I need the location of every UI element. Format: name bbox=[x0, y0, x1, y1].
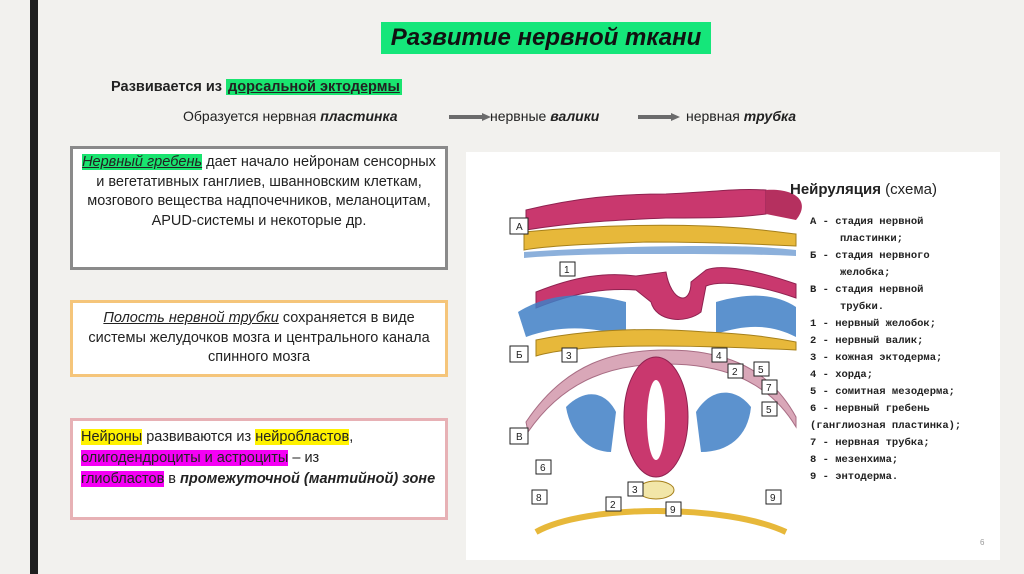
diagram-number-label bbox=[762, 380, 777, 394]
diagram-number-label bbox=[560, 262, 575, 276]
legend-line: 7 - нервная трубка; bbox=[810, 437, 930, 449]
flow-step-3: нервная трубка bbox=[686, 108, 797, 124]
diagram-number-label bbox=[536, 460, 551, 474]
cavity-underlined: Полость нервной трубки bbox=[103, 310, 279, 326]
svg-text:3: 3 bbox=[566, 351, 572, 362]
neural-crest-highlight: Нервный гребень bbox=[82, 154, 203, 170]
figure-title-rest: (схема) bbox=[880, 181, 937, 198]
legend-line: 4 - хорда; bbox=[810, 369, 874, 381]
svg-text:1: 1 bbox=[564, 265, 570, 276]
legend-line: трубки. bbox=[840, 301, 885, 313]
mantle-zone-text: промежуточной (мантийной) зоне bbox=[180, 471, 436, 487]
svg-text:5: 5 bbox=[766, 405, 772, 416]
svg-text:5: 5 bbox=[758, 365, 764, 376]
page-number: 6 bbox=[980, 538, 985, 547]
neurons-text-2: , bbox=[349, 429, 354, 445]
glioblasts-highlight: глиобластов bbox=[81, 471, 165, 487]
left-accent-stripe bbox=[30, 0, 38, 574]
svg-text:6: 6 bbox=[540, 463, 546, 474]
diagram-number-label bbox=[728, 364, 743, 378]
legend-line: А - стадия нервной bbox=[810, 216, 924, 228]
flow-arrow-icon bbox=[638, 113, 680, 121]
svg-text:2: 2 bbox=[732, 367, 738, 378]
legend-line: 2 - нервный валик; bbox=[810, 335, 924, 347]
subtitle-highlight: дорсальной эктодермы bbox=[228, 79, 400, 95]
svg-text:7: 7 bbox=[766, 383, 772, 394]
svg-text:3: 3 bbox=[632, 485, 638, 496]
neuroblasts-highlight: нейробластов bbox=[255, 429, 350, 445]
figure-legend bbox=[810, 214, 1010, 486]
diagram-number-label bbox=[712, 348, 727, 362]
legend-line: желобка; bbox=[840, 267, 891, 279]
legend-line: 6 - нервный гребень bbox=[810, 403, 930, 415]
subtitle bbox=[111, 79, 402, 95]
diagram-number-label bbox=[762, 402, 777, 416]
legend-line: 1 - нервный желобок; bbox=[810, 318, 937, 330]
neural-crest-box bbox=[70, 146, 448, 270]
legend-line: 3 - кожная эктодерма; bbox=[810, 352, 943, 364]
flow-arrow-icon bbox=[449, 113, 491, 121]
glia-highlight: олигодендроциты и астроциты bbox=[81, 450, 289, 466]
neurons-text-3: – из bbox=[288, 450, 320, 466]
neural-tube-cavity-box bbox=[70, 300, 448, 377]
diagram-number-label bbox=[766, 490, 781, 504]
label-B: Б bbox=[516, 350, 523, 361]
figure-title-bold: Нейруляция bbox=[790, 181, 881, 198]
diagram-number-label bbox=[532, 490, 547, 504]
neurons-text-1: развиваются из bbox=[142, 429, 256, 445]
neurons-highlight: Нейроны bbox=[81, 429, 143, 445]
diagram-number-label bbox=[754, 362, 769, 376]
left-margin bbox=[0, 0, 34, 574]
svg-text:8: 8 bbox=[536, 493, 542, 504]
flow-step-1: Образуется нервная пластинка bbox=[183, 108, 398, 124]
svg-text:9: 9 bbox=[670, 505, 676, 516]
neurons-origin-box bbox=[70, 418, 448, 520]
neurons-text-4: в bbox=[164, 471, 181, 487]
legend-line: В - стадия нервной bbox=[810, 284, 924, 296]
diagram-number-label bbox=[562, 348, 577, 362]
legend-line: 8 - мезенхима; bbox=[810, 454, 899, 466]
svg-text:9: 9 bbox=[770, 493, 776, 504]
legend-line: (ганглиозная пластинка); bbox=[810, 420, 962, 432]
figure-title bbox=[790, 181, 937, 198]
neural-crest-text: дает начало нейронам сенсорных и вегетативных ганглиев, шванновским клеткам, мозгового вещества надпочечников, меланоцитам, APUD-системы и некоторые др. bbox=[87, 154, 436, 229]
subtitle-prefix: Развивается из bbox=[111, 79, 227, 95]
svg-text:4: 4 bbox=[716, 351, 722, 362]
legend-line: 5 - сомитная мезодерма; bbox=[810, 386, 955, 398]
legend-line: 9 - энтодерма. bbox=[810, 471, 899, 483]
flow-step-2: нервные валики bbox=[490, 108, 600, 124]
svg-text:2: 2 bbox=[610, 500, 616, 511]
legend-line: пластинки; bbox=[840, 233, 904, 245]
label-A: А bbox=[516, 222, 523, 233]
slide-title: Развитие нервной ткани bbox=[381, 22, 711, 54]
diagram-number-label bbox=[628, 482, 643, 496]
legend-line: Б - стадия нервного bbox=[810, 250, 930, 262]
cavity-text: сохраняется в виде системы желудочков мозга и центрального канала спинного мозга bbox=[88, 310, 430, 365]
diagram-number-label bbox=[606, 497, 621, 511]
label-V: В bbox=[516, 432, 523, 443]
diagram-number-label bbox=[666, 502, 681, 516]
